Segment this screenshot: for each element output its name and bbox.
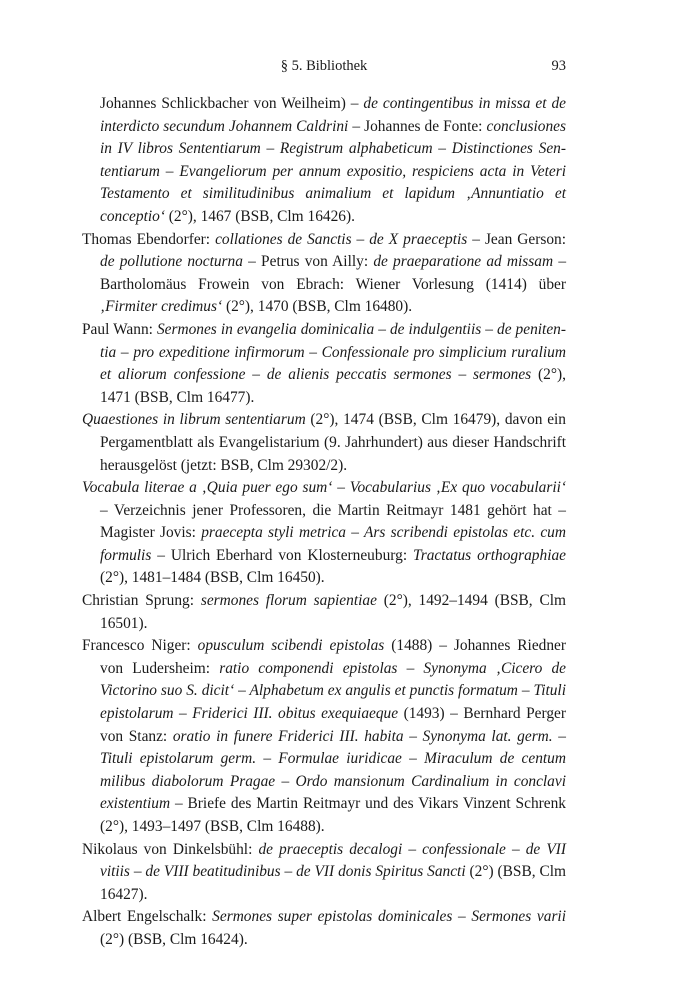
entry-text: (1488) – Johannes Riedner von Ludersheim: xyxy=(100,637,567,677)
entry-text: – Johannes de Fonte: xyxy=(348,117,487,135)
entry-title-text: de praeceptis decalogi – confessionale – de VII vitiis – de VIII beatitudinibus – de VII donis Spiritus Sancti xyxy=(100,840,567,881)
entry-text: (2°), 1474 (BSB, Clm 16479), davon ein Pergamentblatt als Evangelistarium (9. Jahrhundert) aus dieser Handschrift herausgelöst (jetzt: BSB, Clm 29302/2). xyxy=(100,411,567,474)
entry-title-text: Quaestiones in librum sententiarum xyxy=(82,411,306,429)
entry-text: – Bartholomäus Frowein von Ebrach: Wiener Vorlesung (1414) über xyxy=(100,253,567,293)
entry-text: Nikolaus von Dinkelsbühl: xyxy=(82,840,259,858)
running-head xyxy=(82,58,566,80)
bibliography-entry xyxy=(82,635,566,838)
entry-title-text: collationes de Sanctis – de X praeceptis xyxy=(215,230,468,248)
entry-title-text: oratio in funere Friderici III. habita – Synonyma lat. germ. – Tituli epistolarum germ. – Formulae iuridicae – Miraculum de centum milibus diabolorum Pragae – Ordo mansionum Cardinalium in conclavi existentium xyxy=(100,727,566,813)
bibliography-entry xyxy=(82,590,566,635)
entry-text: – Verzeichnis jener Professoren, die Martin Reitmayr 1481 gehört hat – Magister Jovis: xyxy=(100,501,566,542)
entry-title-text: Sermones in evangelia dominicalia – de indulgentiis – de penitentia – pro expeditione infirmorum – Confessionale pro simplicium ruralium et aliorum confessione – de alienis peccatis sermones – sermones xyxy=(100,320,566,384)
entry-title-text: ‚Firmiter credimus‘ xyxy=(100,298,223,316)
page-number: 93 xyxy=(551,58,566,74)
entry-title-text: sermones florum sapientiae xyxy=(200,592,377,610)
entry-title-text: conclusiones in IV libros Sententiarum – Registrum alphabeticum – Distinctiones Sententiarum – Evangeliorum per annum expositio, respiciens acta in Veteri Testamento et similitudinibus animalium et lapidum ‚Annuntiatio et conceptio‘ xyxy=(100,117,566,225)
bibliography-entry xyxy=(82,477,566,590)
running-head-title: § 5. Bibliothek xyxy=(280,58,368,74)
entry-text: (1493) – Bernhard Perger von Stanz: xyxy=(100,705,566,745)
entry-text: (2°), 1492–1494 (BSB, Clm 16501). xyxy=(100,592,566,632)
bibliography-entry-continued xyxy=(82,93,566,229)
bibliography-list xyxy=(82,93,566,952)
entry-title-text: de pollutione nocturna xyxy=(100,253,243,271)
entry-title-text: de contingentibus in missa et de interdicto secundum Johannem Caldrini xyxy=(100,95,566,135)
entry-text: Thomas Ebendorfer: xyxy=(82,230,216,248)
bibliography-entry xyxy=(82,319,566,409)
entry-title-text: ratio componendi epistolas – Synonyma ‚Cicero de Victorino suo S. dicit‘ – Alphabetum ex angulis et punctis formatum – Tituli epistolarum – Friderici III. obitus exequiaeque xyxy=(100,659,566,723)
entry-text: Francesco Niger: xyxy=(82,637,198,655)
bibliography-entry xyxy=(82,409,566,477)
bibliography-entry xyxy=(82,229,566,319)
entry-text: (2°), 1481–1484 (BSB, Clm 16450). xyxy=(100,569,325,587)
entry-text: – Ulrich Eberhard von Klosterneuburg: xyxy=(151,546,413,564)
entry-text: – Jean Gerson: xyxy=(467,230,567,248)
entry-title-text: Sermones super epistolas dominicales – Sermones varii xyxy=(212,908,566,926)
bibliography-entry xyxy=(82,839,566,907)
entry-text: Johannes Schlickbacher von Weilheim) – xyxy=(100,95,364,112)
entry-text: (2°) (BSB, Clm 16427). xyxy=(100,863,566,903)
entry-text: – Petrus von Ailly: xyxy=(242,253,374,271)
entry-title-text: Tractatus orthographiae xyxy=(413,546,566,564)
entry-text: Albert Engelschalk: xyxy=(82,908,213,926)
entry-text: (2°), 1471 (BSB, Clm 16477). xyxy=(100,366,567,406)
entry-text: (2°), 1467 (BSB, Clm 16426). xyxy=(164,207,355,225)
entry-text: (2°), 1470 (BSB, Clm 16480). xyxy=(222,298,413,316)
entry-title-text: praecepta styli metrica – Ars scribendi epistolas etc. cum formulis xyxy=(100,524,566,564)
entry-text: (2°) (BSB, Clm 16424). xyxy=(100,930,248,948)
entry-title-text: opusculum scibendi epistolas xyxy=(197,637,385,655)
entry-text: – Briefe des Martin Reitmayr und des Vikars Vinzent Schrenk (2°), 1493–1497 (BSB, Clm 16488). xyxy=(100,795,566,835)
entry-title-text: de praeparatione ad missam xyxy=(373,253,554,271)
bibliography-entry xyxy=(82,906,566,951)
entry-title-text: Vocabula literae a ‚Quia puer ego sum‘ – Vocabularius ‚Ex quo vocabularii‘ xyxy=(82,479,566,497)
entry-text: Paul Wann: xyxy=(82,320,157,338)
entry-text: Christian Sprung: xyxy=(82,592,201,610)
